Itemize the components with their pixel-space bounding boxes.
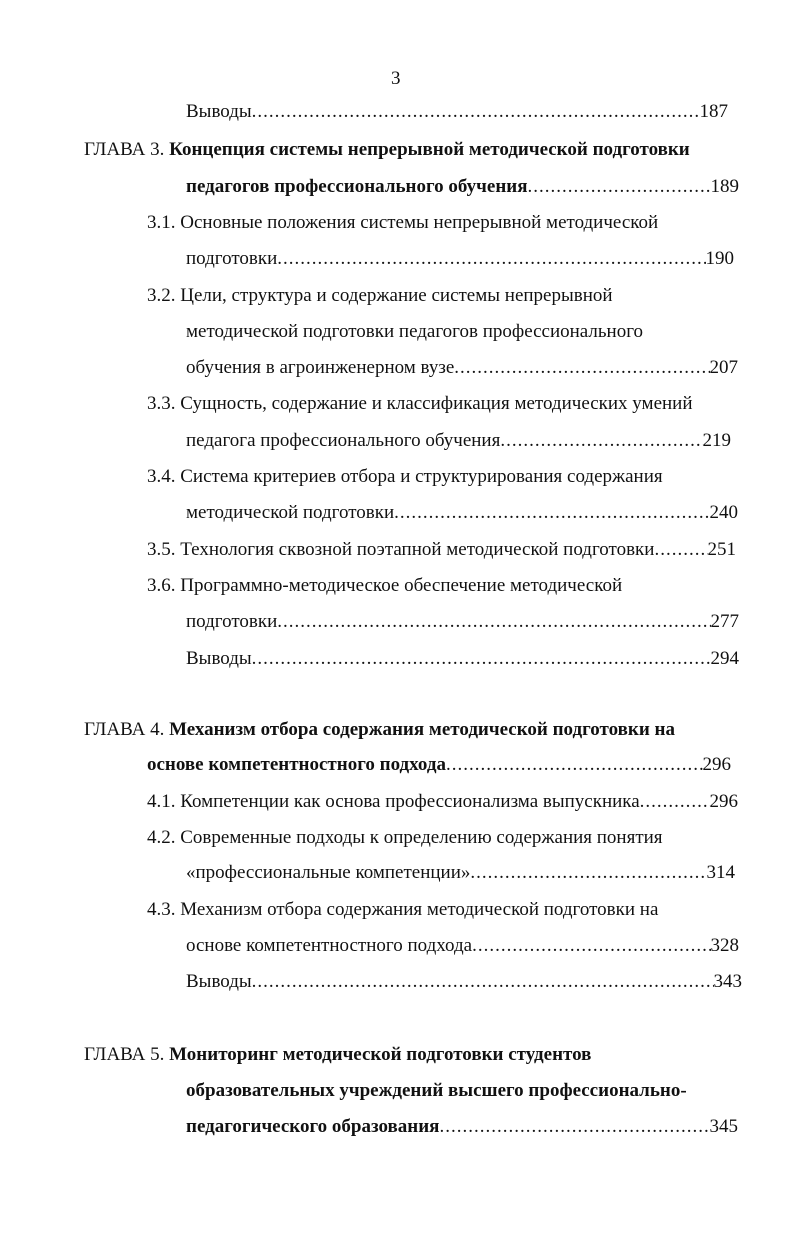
toc-entry-label: методической подготовки	[186, 502, 395, 523]
toc-entry-label: основе компетентностного подхода	[186, 935, 473, 956]
toc-entry-conclusions-ch4[interactable]	[186, 970, 742, 994]
toc-section-3-4-line1[interactable]: 3.4. Система критериев отбора и структурирования содержания	[147, 466, 663, 487]
toc-chapter-3-line2[interactable]	[186, 175, 739, 199]
toc-leader-dots	[394, 501, 709, 525]
toc-section-3-1-line2[interactable]	[186, 247, 734, 271]
toc-page-number: 187	[699, 101, 728, 122]
toc-section-3-3-line1[interactable]: 3.3. Сущность, содержание и классификация методических умений	[147, 393, 693, 414]
toc-page-number: 296	[702, 754, 731, 775]
toc-page-number: 296	[709, 791, 738, 812]
toc-chapter-4-line2[interactable]	[147, 753, 731, 777]
toc-leader-dots	[252, 647, 711, 671]
toc-entry-label: 4.1. Компетенции как основа профессионализма выпускника	[147, 791, 640, 812]
chapter-title: Мониторинг методической подготовки студентов	[169, 1044, 592, 1065]
toc-leader-dots	[277, 247, 705, 271]
toc-leader-dots	[470, 861, 706, 885]
toc-section-3-6-line1[interactable]: 3.6. Программно-методическое обеспечение методической	[147, 575, 623, 596]
toc-section-3-2-line3[interactable]	[186, 356, 738, 380]
toc-chapter-5-line3[interactable]	[186, 1115, 738, 1139]
toc-page-number: 328	[710, 935, 739, 956]
toc-page-number: 277	[710, 611, 739, 632]
toc-entry-label: 3.5. Технология сквозной поэтапной методической подготовки	[147, 539, 655, 560]
toc-chapter-5-line1[interactable]	[84, 1043, 591, 1067]
toc-section-3-3-line2[interactable]	[186, 429, 731, 453]
toc-chapter-5-line2[interactable]: образовательных учреждений высшего профессионально-	[186, 1080, 687, 1101]
toc-leader-dots	[252, 100, 700, 124]
toc-section-4-2-line1[interactable]: 4.2. Современные подходы к определению содержания понятия	[147, 827, 663, 848]
toc-section-3-5[interactable]	[147, 538, 736, 562]
toc-page-number: 251	[707, 539, 736, 560]
toc-entry-label: педагога профессионального обучения	[186, 430, 501, 451]
toc-entry-label: Выводы	[186, 971, 252, 992]
toc-leader-dots	[277, 610, 710, 634]
chapter-title: основе компетентностного подхода	[147, 754, 446, 775]
toc-entry-label: подготовки	[186, 611, 278, 632]
toc-section-4-2-line2[interactable]	[186, 861, 735, 885]
toc-section-3-6-line2[interactable]	[186, 610, 739, 634]
toc-page-number: 219	[702, 430, 731, 451]
toc-chapter-4-line1[interactable]	[84, 718, 675, 742]
toc-section-4-3-line1[interactable]: 4.3. Механизм отбора содержания методической подготовки на	[147, 899, 659, 920]
toc-chapter-3-line1[interactable]	[84, 138, 690, 162]
toc-leader-dots	[528, 175, 711, 199]
toc-page-number: 345	[709, 1116, 738, 1137]
chapter-title: педагогического образования	[186, 1116, 440, 1137]
page-number: 3	[391, 68, 401, 89]
chapter-title: Концепция системы непрерывной методической подготовки	[169, 139, 690, 160]
toc-leader-dots	[454, 356, 709, 380]
toc-entry-label: Выводы	[186, 648, 252, 669]
toc-entry-label: «профессиональные компетенции»	[186, 862, 471, 883]
toc-entry-label: Выводы	[186, 101, 252, 122]
toc-section-3-2-line2[interactable]: методической подготовки педагогов профессионального	[186, 321, 644, 342]
chapter-prefix: ГЛАВА 3.	[84, 139, 165, 160]
toc-leader-dots	[252, 970, 714, 994]
chapter-title: педагогов профессионального обучения	[186, 176, 528, 197]
toc-page-number: 240	[709, 502, 738, 523]
toc-section-4-1[interactable]	[147, 790, 738, 814]
toc-page-number: 343	[713, 971, 742, 992]
toc-entry-label: обучения в агроинженерном вузе	[186, 357, 455, 378]
toc-section-3-4-line2[interactable]	[186, 501, 738, 525]
chapter-title: Механизм отбора содержания методической подготовки на	[169, 719, 675, 740]
toc-section-3-2-line1[interactable]: 3.2. Цели, структура и содержание системы непрерывной	[147, 285, 613, 306]
chapter-prefix: ГЛАВА 5.	[84, 1044, 165, 1065]
toc-page-number: 294	[710, 648, 739, 669]
toc-entry-conclusions-ch2[interactable]	[186, 100, 728, 124]
toc-leader-dots	[500, 429, 702, 453]
toc-leader-dots	[439, 1115, 709, 1139]
toc-leader-dots	[472, 934, 710, 958]
toc-entry-label: подготовки	[186, 248, 278, 269]
toc-leader-dots	[640, 790, 710, 814]
toc-page-number: 189	[710, 176, 739, 197]
chapter-prefix: ГЛАВА 4.	[84, 719, 165, 740]
toc-page-number: 207	[709, 357, 738, 378]
toc-section-4-3-line2[interactable]	[186, 934, 739, 958]
toc-entry-conclusions-ch3[interactable]	[186, 647, 739, 671]
toc-leader-dots	[654, 538, 707, 562]
toc-page-number: 190	[705, 248, 734, 269]
toc-section-3-1-line1[interactable]: 3.1. Основные положения системы непрерывной методической	[147, 212, 659, 233]
toc-page-number: 314	[706, 862, 735, 883]
toc-leader-dots	[446, 753, 703, 777]
